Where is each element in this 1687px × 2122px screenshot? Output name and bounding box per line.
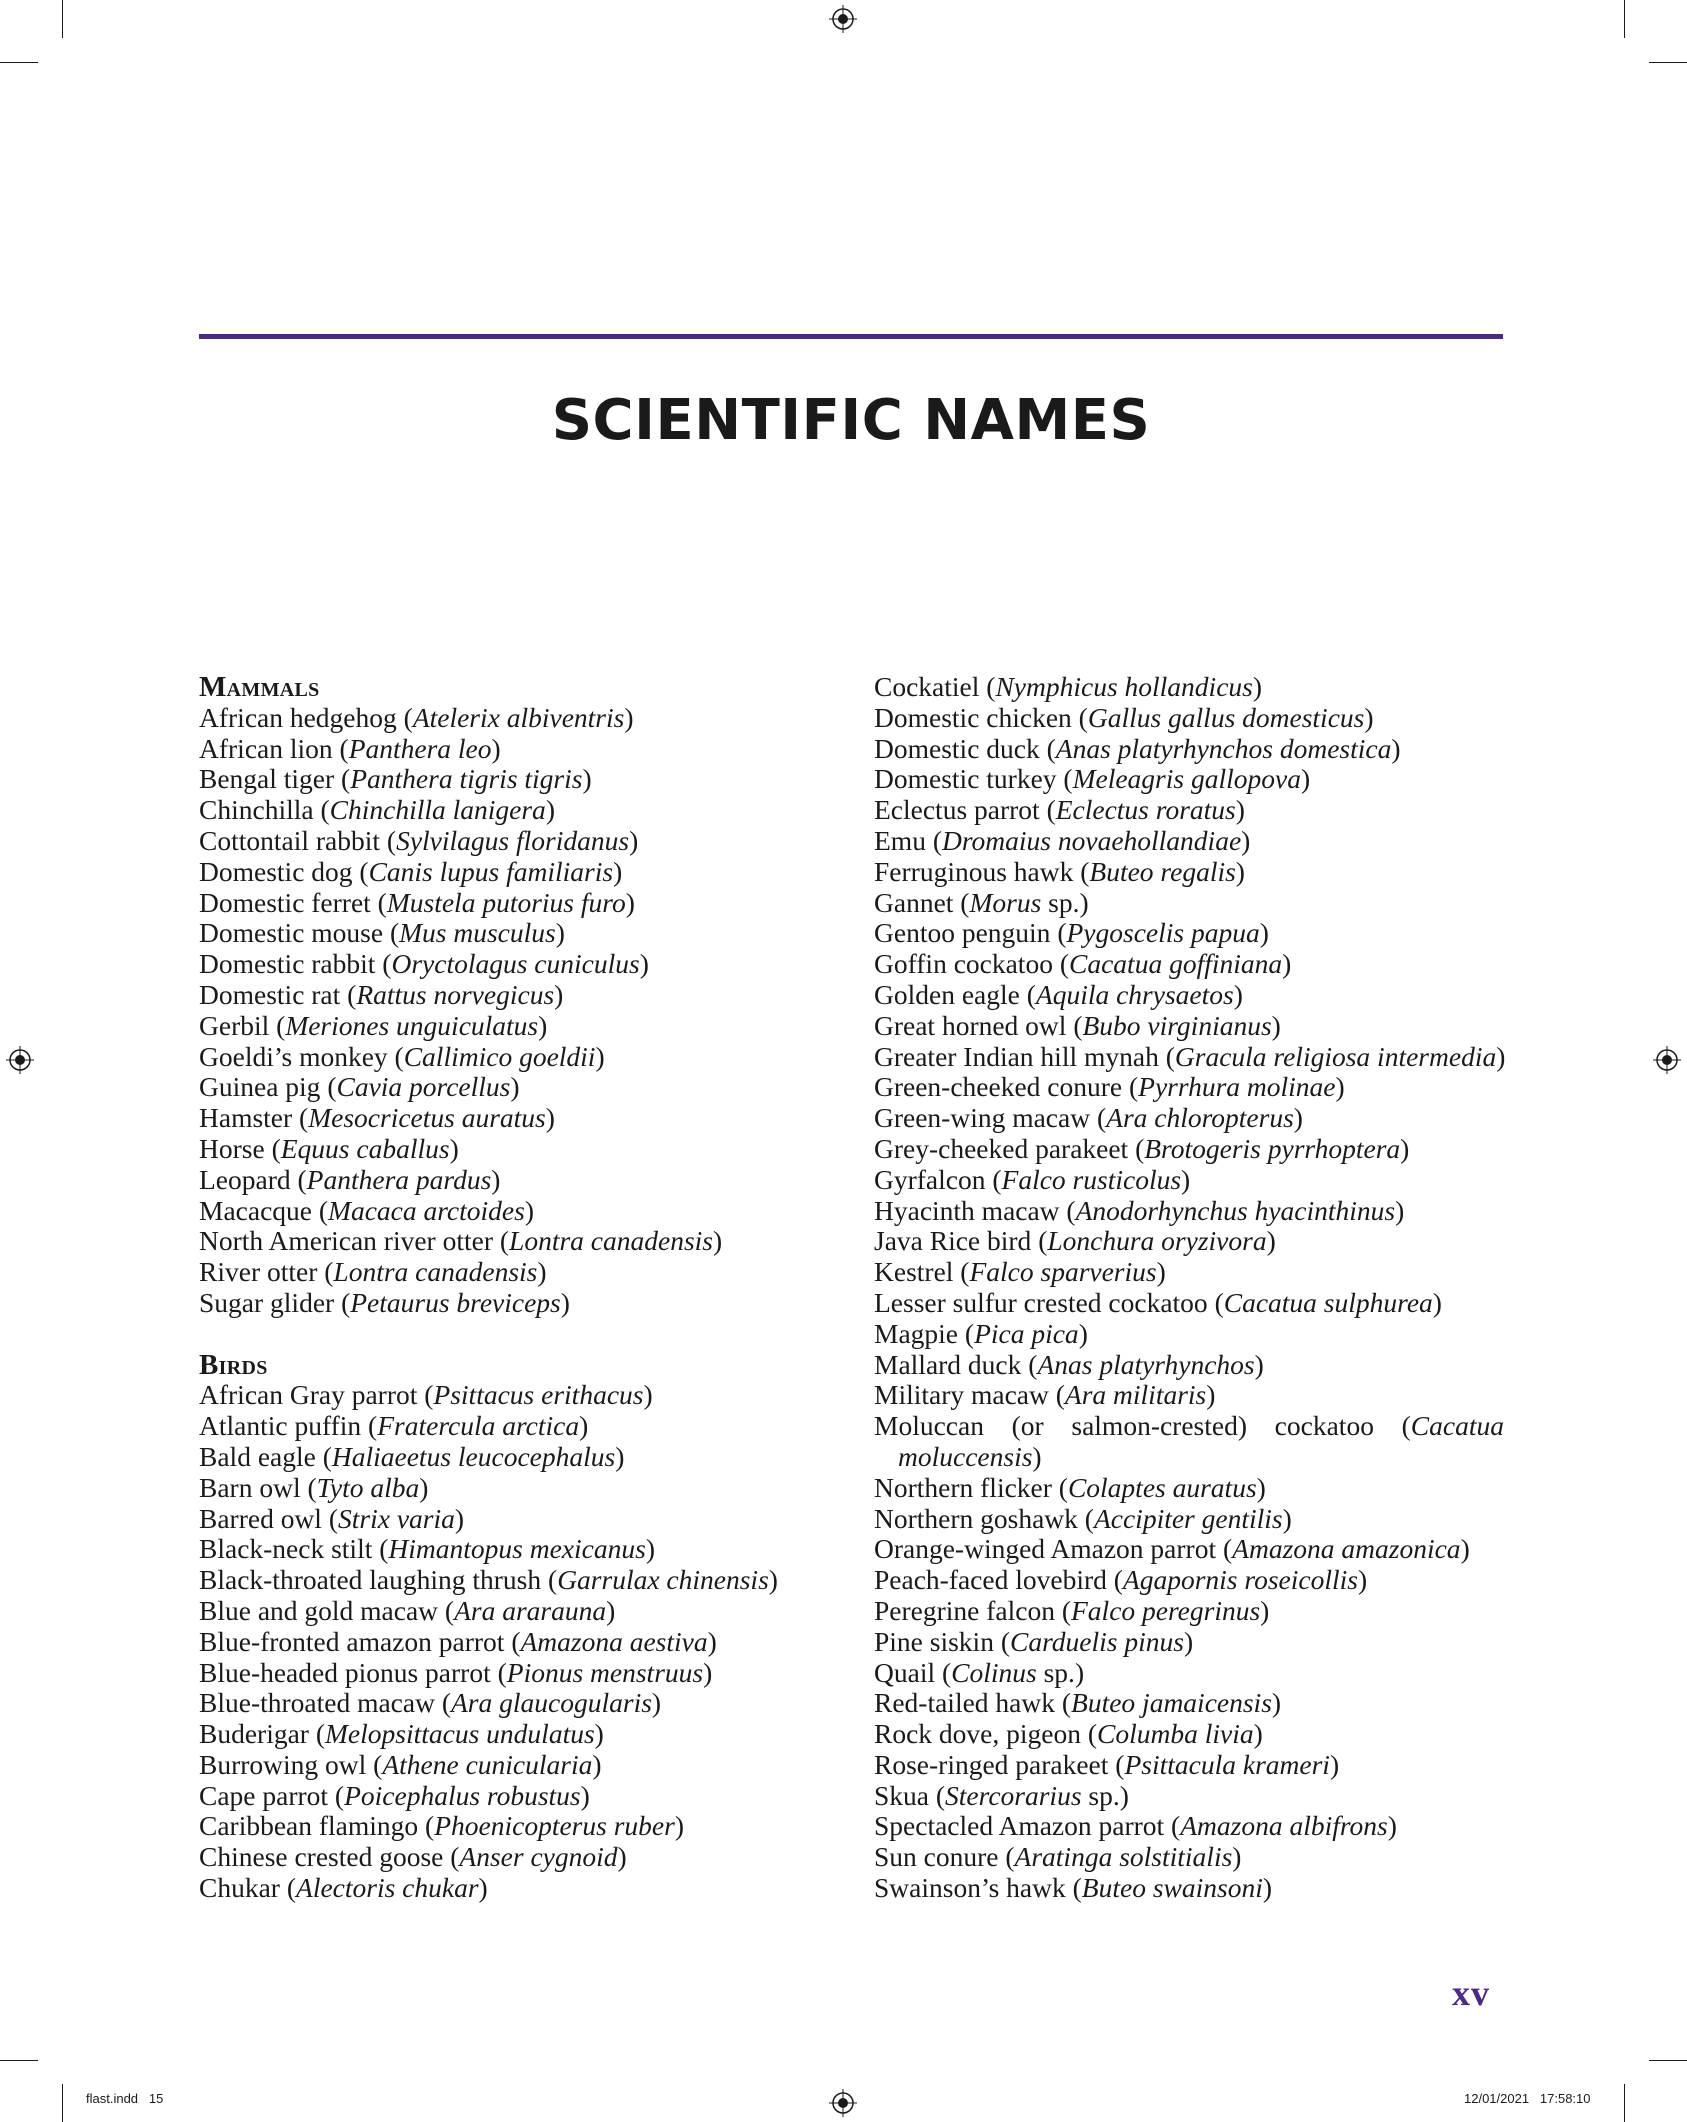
species-entry-continuation: moluccensis): [898, 1440, 1042, 1472]
common-name: Orange-winged Amazon parrot: [874, 1533, 1217, 1565]
species-entry: Gentoo penguin (Pygoscelis papua): [874, 917, 1269, 949]
common-name: Gyrfalcon: [874, 1163, 986, 1195]
common-name: African lion: [199, 732, 333, 764]
section-spacer: [199, 1319, 819, 1350]
common-name: Caribbean flamingo: [199, 1810, 419, 1842]
section-heading-birds: Birds: [199, 1348, 268, 1381]
species-entry: Domestic chicken (Gallus gallus domesticus): [874, 701, 1374, 733]
scientific-name: Anodorhynchus hyacinthinus: [1075, 1194, 1396, 1226]
species-entry: Orange-winged Amazon parrot (Amazona amazonica): [874, 1533, 1470, 1565]
species-entry: Caribbean flamingo (Phoenicopterus ruber): [199, 1810, 684, 1842]
common-name: Barred owl: [199, 1502, 322, 1534]
scientific-name: Strix varia: [338, 1502, 455, 1534]
section-heading-mammals: Mammals: [199, 671, 320, 703]
common-name: Peregrine falcon: [874, 1594, 1055, 1626]
species-entry: Lesser sulfur crested cockatoo (Cacatua sulphurea): [874, 1286, 1442, 1318]
species-entry: Horse (Equus caballus): [199, 1132, 459, 1164]
common-name: Ferruginous hawk: [874, 855, 1074, 887]
common-name: Grey-cheeked parakeet: [874, 1132, 1129, 1164]
registration-mark-icon: [1653, 1046, 1681, 1074]
scientific-name: Falco peregrinus: [1071, 1594, 1261, 1626]
species-entry: River otter (Lontra canadensis): [199, 1256, 547, 1288]
common-name: Goffin cockatoo: [874, 948, 1053, 980]
common-name: Domestic duck: [874, 732, 1040, 764]
scientific-name: Phoenicopterus ruber: [434, 1810, 675, 1842]
common-name: Hyacinth macaw: [874, 1194, 1060, 1226]
scientific-name: Anser cygnoid: [459, 1841, 618, 1873]
registration-mark-icon: [829, 2089, 857, 2117]
scientific-name: Buteo swainsoni: [1081, 1872, 1263, 1904]
scientific-name: Colaptes auratus: [1067, 1471, 1257, 1503]
scientific-name: Brotogeris pyrrhoptera: [1144, 1132, 1401, 1164]
common-name: Barn owl: [199, 1471, 301, 1503]
scientific-name: Ara glaucogularis: [451, 1687, 652, 1719]
crop-mark: [1649, 2060, 1687, 2061]
species-entry: African Gray parrot (Psittacus erithacus): [199, 1379, 653, 1411]
common-name: Magpie: [874, 1317, 959, 1349]
common-name: Guinea pig: [199, 1071, 321, 1103]
common-name: Java Rice bird: [874, 1225, 1032, 1257]
common-name: Cockatiel: [874, 671, 980, 702]
slug-filename: flast.indd 15: [86, 2091, 164, 2106]
common-name: Bengal tiger: [199, 763, 335, 795]
slug-timestamp: 12/01/2021 17:58:10: [1464, 2091, 1591, 2106]
species-entry: Ferruginous hawk (Buteo regalis): [874, 855, 1245, 887]
scientific-name: Anas platyrhynchos: [1037, 1348, 1255, 1380]
scientific-name: Lontra canadensis: [509, 1225, 714, 1257]
species-entry: Cottontail rabbit (Sylvilagus floridanus): [199, 824, 639, 856]
right-column: [874, 672, 1504, 1904]
common-name: Green-wing macaw: [874, 1102, 1091, 1134]
common-name: Skua: [874, 1779, 929, 1811]
crop-mark: [1624, 0, 1625, 38]
scientific-name: Sylvilagus floridanus: [396, 824, 630, 856]
scientific-name: Carduelis pinus: [1010, 1625, 1184, 1657]
scientific-name: Lontra canadensis: [333, 1256, 538, 1288]
common-name: Mallard duck: [874, 1348, 1022, 1380]
scientific-name: Poicephalus robustus: [344, 1779, 581, 1811]
species-suffix: sp.: [1081, 1779, 1120, 1811]
scientific-name: Gallus gallus domesticus: [1087, 701, 1365, 733]
scientific-name: Atelerix albiventris: [412, 701, 625, 733]
species-entry: Great horned owl (Bubo virginianus): [874, 1009, 1281, 1041]
common-name: Hamster: [199, 1102, 293, 1134]
species-entry: Guinea pig (Cavia porcellus): [199, 1071, 520, 1103]
birds-list-left: [199, 1380, 819, 1904]
registration-mark-icon: [6, 1046, 34, 1074]
common-name: Blue-fronted amazon parrot: [199, 1625, 505, 1657]
species-entry: Emu (Dromaius novaehollandiae): [874, 824, 1251, 856]
species-entry: Chukar (Alectoris chukar): [199, 1872, 488, 1904]
common-name: Atlantic puffin: [199, 1410, 362, 1442]
crop-mark: [0, 62, 38, 63]
species-entry: Sun conure (Aratinga solstitialis): [874, 1841, 1242, 1873]
species-entry: Domestic ferret (Mustela putorius furo): [199, 886, 635, 918]
common-name: Northern goshawk: [874, 1502, 1078, 1534]
scientific-name: Psittacus erithacus: [433, 1379, 644, 1411]
common-name: Cottontail rabbit: [199, 824, 381, 856]
species-entry: Domestic dog (Canis lupus familiaris): [199, 855, 623, 887]
species-entry: Gerbil (Meriones unguiculatus): [199, 1009, 548, 1041]
scientific-name: Dromaius novaehollandiae: [942, 824, 1242, 856]
species-entry: Golden eagle (Aquila chrysaetos): [874, 978, 1243, 1010]
species-entry: Skua (Stercorarius sp.): [874, 1779, 1129, 1811]
species-entry: Greater Indian hill mynah (Gracula religiosa intermedia): [874, 1040, 1506, 1072]
common-name: Green-cheeked conure: [874, 1071, 1123, 1103]
species-entry: Northern flicker (Colaptes auratus): [874, 1471, 1266, 1503]
common-name: Rock dove, pigeon: [874, 1718, 1081, 1750]
species-entry: Atlantic puffin (Fratercula arctica): [199, 1410, 589, 1442]
scientific-name: Psittacula krameri: [1124, 1748, 1330, 1780]
scientific-name: Ara chloropterus: [1106, 1102, 1294, 1134]
crop-mark: [62, 0, 63, 38]
scientific-name: Rattus norvegicus: [356, 978, 555, 1010]
species-entry: Mallard duck (Anas platyrhynchos): [874, 1348, 1264, 1380]
species-entry: Buderigar (Melopsittacus undulatus): [199, 1718, 604, 1750]
species-entry: Barred owl (Strix varia): [199, 1502, 465, 1534]
species-entry: Pine siskin (Carduelis pinus): [874, 1625, 1194, 1657]
species-entry: Kestrel (Falco sparverius): [874, 1256, 1166, 1288]
scientific-name: Fratercula arctica: [377, 1410, 580, 1442]
species-entry: Green-wing macaw (Ara chloropterus): [874, 1102, 1303, 1134]
common-name: Chinchilla: [199, 794, 314, 826]
scientific-name: Buteo jamaicensis: [1071, 1687, 1272, 1719]
scientific-name: Cacatua: [1410, 1410, 1504, 1442]
species-entry: Eclectus parrot (Eclectus roratus): [874, 794, 1245, 826]
species-entry: Domestic turkey (Meleagris gallopova): [874, 763, 1311, 795]
species-entry: Red-tailed hawk (Buteo jamaicensis): [874, 1687, 1282, 1719]
scientific-name: Meriones unguiculatus: [285, 1009, 539, 1041]
species-entry: Magpie (Pica pica): [874, 1317, 1088, 1349]
species-entry: African hedgehog (Atelerix albiventris): [199, 701, 634, 733]
common-name: Gentoo penguin: [874, 917, 1051, 949]
scientific-name: Mus musculus: [399, 917, 556, 949]
common-name: Leopard: [199, 1163, 291, 1195]
common-name: Emu: [874, 824, 926, 856]
common-name: Chukar: [199, 1872, 280, 1904]
scientific-name: Panthera leo: [348, 732, 492, 764]
species-entry: Domestic rabbit (Oryctolagus cuniculus): [199, 948, 649, 980]
species-entry: Barn owl (Tyto alba): [199, 1471, 429, 1503]
common-name: Sun conure: [874, 1841, 999, 1873]
species-entry: Goeldi’s monkey (Callimico goeldii): [199, 1040, 605, 1072]
species-entry: North American river otter (Lontra canadensis): [199, 1225, 723, 1257]
species-entry: Grey-cheeked parakeet (Brotogeris pyrrhoptera): [874, 1132, 1410, 1164]
common-name: Horse: [199, 1132, 265, 1164]
common-name: Domestic mouse: [199, 917, 384, 949]
species-entry: Cape parrot (Poicephalus robustus): [199, 1779, 590, 1811]
common-name: Domestic rat: [199, 978, 341, 1010]
crop-mark: [1649, 62, 1687, 63]
species-entry: Burrowing owl (Athene cunicularia): [199, 1748, 602, 1780]
scientific-name: Athene cunicularia: [382, 1748, 593, 1780]
scientific-name: Pygoscelis papua: [1066, 917, 1260, 949]
species-entry: Blue-fronted amazon parrot (Amazona aestiva): [199, 1625, 717, 1657]
species-entry: Quail (Colinus sp.): [874, 1656, 1085, 1688]
scientific-name: Tyto alba: [316, 1471, 420, 1503]
common-name: Swainson’s hawk: [874, 1872, 1066, 1904]
common-name: African hedgehog: [199, 701, 397, 733]
species-entry: Green-cheeked conure (Pyrrhura molinae): [874, 1071, 1345, 1103]
mammals-list: [199, 703, 819, 1319]
common-name: Gerbil: [199, 1009, 270, 1041]
scientific-name: Pionus menstruus: [506, 1656, 704, 1688]
common-name: African Gray parrot: [199, 1379, 418, 1411]
common-name: Black-throated laughing thrush: [199, 1564, 542, 1596]
page-number: xv: [1452, 1973, 1490, 2013]
scientific-name: Cavia porcellus: [336, 1071, 511, 1103]
common-name: Domestic turkey: [874, 763, 1057, 795]
common-name: Golden eagle: [874, 978, 1020, 1010]
common-name: Domestic rabbit: [199, 948, 376, 980]
species-entry: Domestic duck (Anas platyrhynchos domestica): [874, 732, 1401, 764]
scientific-name: Amazona amazonica: [1232, 1533, 1461, 1565]
scientific-name: Buteo regalis: [1089, 855, 1236, 887]
common-name: River otter: [199, 1256, 318, 1288]
scientific-name: Falco sparverius: [969, 1256, 1157, 1288]
species-entry: Blue and gold macaw (Ara ararauna): [199, 1594, 616, 1626]
common-name: Black-neck stilt: [199, 1533, 373, 1565]
common-name: Gannet: [874, 886, 954, 918]
common-name: Greater Indian hill mynah: [874, 1040, 1159, 1072]
species-entry: Peach-faced lovebird (Agapornis roseicollis): [874, 1564, 1368, 1596]
species-entry: Java Rice bird (Lonchura oryzivora): [874, 1225, 1276, 1257]
scientific-name: Cacatua sulphurea: [1223, 1286, 1433, 1318]
species-entry: Northern goshawk (Accipiter gentilis): [874, 1502, 1292, 1534]
scientific-name: Garrulax chinensis: [557, 1564, 769, 1596]
scientific-name: Petaurus breviceps: [350, 1286, 561, 1318]
species-entry: Black-throated laughing thrush (Garrulax chinensis): [199, 1564, 778, 1596]
common-name: Military macaw: [874, 1379, 1049, 1411]
common-name: Quail: [874, 1656, 936, 1688]
species-entry: Chinese crested goose (Anser cygnoid): [199, 1841, 627, 1873]
crop-mark: [1624, 2084, 1625, 2122]
scientific-name: Colinus: [951, 1656, 1037, 1688]
species-entry: Goffin cockatoo (Cacatua goffiniana): [874, 948, 1292, 980]
page-title: SCIENTIFIC NAMES: [551, 388, 1151, 453]
species-entry: Gannet (Morus sp.): [874, 886, 1089, 918]
species-entry: Macacque (Macaca arctoides): [199, 1194, 534, 1226]
scientific-name: Nymphicus hollandicus: [995, 671, 1253, 702]
scientific-name: Anas platyrhynchos domestica: [1055, 732, 1392, 764]
scientific-name: Haliaeetus leucocephalus: [331, 1440, 616, 1472]
common-name: Kestrel: [874, 1256, 954, 1288]
species-entry: Bengal tiger (Panthera tigris tigris): [199, 763, 592, 795]
species-entry: Domestic rat (Rattus norvegicus): [199, 978, 564, 1010]
species-suffix: sp.: [1041, 886, 1080, 918]
species-entry: Gyrfalcon (Falco rusticolus): [874, 1163, 1191, 1195]
common-name: Domestic chicken: [874, 701, 1072, 733]
common-name: Macacque: [199, 1194, 312, 1226]
scientific-name: Himantopus mexicanus: [388, 1533, 646, 1565]
common-name: Buderigar: [199, 1718, 309, 1750]
registration-mark-icon: [829, 5, 857, 33]
crop-mark: [62, 2084, 63, 2122]
species-entry: Sugar glider (Petaurus breviceps): [199, 1286, 570, 1318]
scientific-name: Stercorarius: [945, 1779, 1082, 1811]
scientific-name: Canis lupus familiaris: [368, 855, 614, 887]
species-entry: Rock dove, pigeon (Columba livia): [874, 1718, 1263, 1750]
common-name: Sugar glider: [199, 1286, 335, 1318]
species-entry: Hamster (Mesocricetus auratus): [199, 1102, 555, 1134]
common-name: Blue-headed pionus parrot: [199, 1656, 491, 1688]
species-entry: Leopard (Panthera pardus): [199, 1163, 501, 1195]
species-entry: Domestic mouse (Mus musculus): [199, 917, 565, 949]
common-name: Domestic ferret: [199, 886, 371, 918]
species-entry: Hyacinth macaw (Anodorhynchus hyacinthinus): [874, 1194, 1405, 1226]
species-suffix: sp.: [1036, 1656, 1075, 1688]
left-column: [199, 672, 819, 1904]
species-entry: Swainson’s hawk (Buteo swainsoni): [874, 1872, 1273, 1904]
common-name: Chinese crested goose: [199, 1841, 444, 1873]
scientific-name: Meleagris gallopova: [1072, 763, 1301, 795]
common-name: Blue-throated macaw: [199, 1687, 435, 1719]
species-entry: Black-neck stilt (Himantopus mexicanus): [199, 1533, 655, 1565]
scientific-name: Melopsittacus undulatus: [325, 1718, 595, 1750]
scientific-name: Amazona albifrons: [1180, 1810, 1388, 1842]
species-entry: Moluccan (or salmon-crested) cockatoo (Cacatua: [874, 1410, 1504, 1442]
scientific-name: Mesocricetus auratus: [308, 1102, 546, 1134]
species-entry: Peregrine falcon (Falco peregrinus): [874, 1594, 1270, 1626]
scientific-name: Macaca arctoides: [328, 1194, 525, 1226]
scientific-name: Aratinga solstitialis: [1014, 1841, 1233, 1873]
crop-mark: [0, 2060, 38, 2061]
scientific-name: Lonchura oryzivora: [1047, 1225, 1267, 1257]
birds-list-right: [874, 672, 1504, 1904]
scientific-name: Equus caballus: [280, 1132, 450, 1164]
scientific-name: Alectoris chukar: [296, 1872, 479, 1904]
scientific-name: Bubo virginianus: [1082, 1009, 1272, 1041]
scientific-name: Panthera tigris tigris: [350, 763, 583, 795]
common-name: Cape parrot: [199, 1779, 329, 1811]
scientific-name: Pyrrhura molinae: [1138, 1071, 1336, 1103]
scientific-name: moluccensis: [898, 1440, 1033, 1472]
scientific-name: Morus: [969, 886, 1042, 918]
species-entry: Blue-throated macaw (Ara glaucogularis): [199, 1687, 662, 1719]
scientific-name: Mustela putorius furo: [386, 886, 626, 918]
scientific-name: Panthera pardus: [306, 1163, 492, 1195]
species-entry: Blue-headed pionus parrot (Pionus menstruus): [199, 1656, 713, 1688]
common-name: Peach-faced lovebird: [874, 1564, 1107, 1596]
common-name: Eclectus parrot: [874, 794, 1040, 826]
common-name: Northern flicker: [874, 1471, 1052, 1503]
common-name: Blue and gold macaw: [199, 1594, 439, 1626]
scientific-name: Agapornis roseicollis: [1122, 1564, 1358, 1596]
scientific-name: Pica pica: [974, 1317, 1079, 1349]
scientific-name: Callimico goeldii: [403, 1040, 596, 1072]
species-entry: Military macaw (Ara militaris): [874, 1379, 1216, 1411]
scientific-name: Accipiter gentilis: [1093, 1502, 1283, 1534]
scientific-name: Aquila chrysaetos: [1035, 978, 1234, 1010]
common-name: Great horned owl: [874, 1009, 1067, 1041]
scientific-name: Eclectus roratus: [1055, 794, 1236, 826]
scientific-name: Oryctolagus cuniculus: [391, 948, 640, 980]
scientific-name: Amazona aestiva: [520, 1625, 708, 1657]
species-entry: Rose-ringed parakeet (Psittacula krameri): [874, 1748, 1340, 1780]
species-entry: Cockatiel (Nymphicus hollandicus): [874, 671, 1263, 702]
header-rule: [199, 334, 1503, 339]
species-entry: Chinchilla (Chinchilla lanigera): [199, 794, 555, 826]
common-name: Pine siskin: [874, 1625, 994, 1657]
scientific-name: Chinchilla lanigera: [329, 794, 546, 826]
scientific-name: Cacatua goffiniana: [1069, 948, 1283, 980]
species-entry: African lion (Panthera leo): [199, 732, 501, 764]
common-name: Burrowing owl: [199, 1748, 367, 1780]
common-name: North American river otter: [199, 1225, 493, 1257]
common-name: Domestic dog: [199, 855, 353, 887]
common-name: Goeldi’s monkey: [199, 1040, 388, 1072]
common-name: Lesser sulfur crested cockatoo: [874, 1286, 1208, 1318]
scientific-name: Ara ararauna: [454, 1594, 607, 1626]
species-entry: Bald eagle (Haliaeetus leucocephalus): [199, 1440, 625, 1472]
species-entry: Spectacled Amazon parrot (Amazona albifrons): [874, 1810, 1397, 1842]
scientific-name: Columba livia: [1097, 1718, 1254, 1750]
common-name: Moluccan (or salmon-crested) cockatoo: [874, 1410, 1374, 1442]
scientific-name: Ara militaris: [1064, 1379, 1207, 1411]
common-name: Rose-ringed parakeet: [874, 1748, 1109, 1780]
scientific-name: Falco rusticolus: [1001, 1163, 1182, 1195]
common-name: Red-tailed hawk: [874, 1687, 1055, 1719]
common-name: Spectacled Amazon parrot: [874, 1810, 1165, 1842]
common-name: Bald eagle: [199, 1440, 316, 1472]
scientific-name: Gracula religiosa intermedia: [1174, 1040, 1497, 1072]
